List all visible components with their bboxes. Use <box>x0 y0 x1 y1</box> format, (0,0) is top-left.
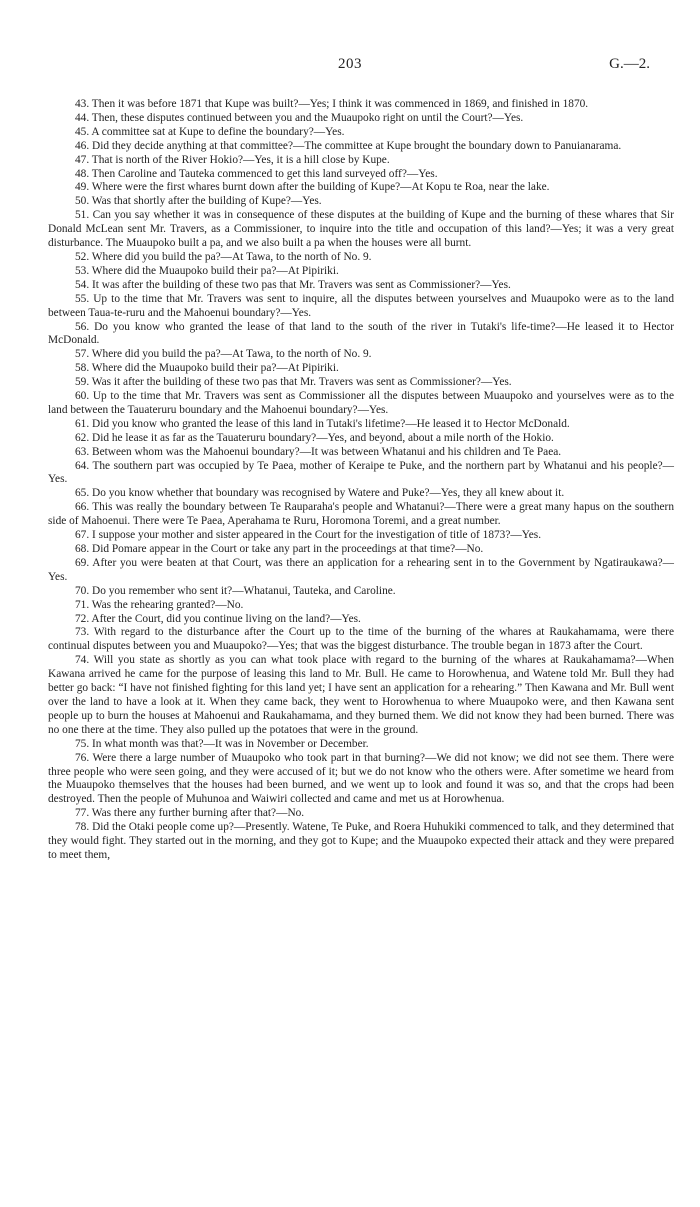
testimony-paragraph: 74. Will you state as shortly as you can what took place with regard to the burning of the whares at Raukahamama?—When Kawana arrived he came for the purpose of leasing this land to Mr. Bull. He came to Horowhenua, and Watene told Mr. Bull they had better go back: “I have not finished fighting for this land yet; I have sent an application for a rehearing.” Then Kawana and Mr. Bull went over the land to have a look at it. When they came back, they went to Horowhenua to where Muaupoko were, and then Kawana sent people up to burn the houses at Mahoenui and Raukahamama, and they burned them. We did not know they had been burned. There was no one there at the time. They also pulled up the potatoes that were in the ground. <box>48 654 674 736</box>
testimony-paragraph: 61. Did you know who granted the lease of this land in Tutaki's lifetime?—He leased it to Hector McDonald. <box>75 417 570 430</box>
testimony-paragraph: 73. With regard to the disturbance after the Court up to the time of the burning of the whares at Raukahamama, were there continual disputes between you and Muaupoko?—Yes; that was the biggest disturbance. The trouble began in 1873 after the Court. <box>48 626 674 653</box>
testimony-paragraph: 51. Can you say whether it was in consequence of these disputes at the building of Kupe and the burning of these whares that Sir Donald McLean sent Mr. Travers, as a Commissioner, to inquire into the title and occupation of this land?—Yes; it was a very great disturbance. The Muaupoko built a pa, and we also built a pa when the houses were all burnt. <box>48 209 674 250</box>
testimony-paragraph: 63. Between whom was the Mahoenui boundary?—It was between Whatanui and his children and Te Paea. <box>75 445 562 458</box>
testimony-paragraph: 43. Then it was before 1871 that Kupe was built?—Yes; I think it was commenced in 1869, and finished in 1870. <box>75 98 589 110</box>
testimony-paragraph: 65. Do you know whether that boundary was recognised by Watere and Puke?—Yes, they all knew about it. <box>75 487 565 500</box>
testimony-paragraph: 66. This was really the boundary between Te Rauparaha's people and Whatanui?—There were a great many hapus on the southern side of Mahoenui. There were Te Paea, Aperahama te Ruru, Horomona Toremi, and a great number. <box>48 501 674 528</box>
testimony-paragraph: 62. Did he lease it as far as the Tauateruru boundary?—Yes, and beyond, about a mile north of the Hokio. <box>75 431 554 444</box>
testimony-paragraph: 53. Where did the Muaupoko build their pa?—At Pipiriki. <box>75 264 339 277</box>
testimony-paragraph: 59. Was it after the building of these two pas that Mr. Travers was sent as Commissioner?—Yes. <box>75 376 512 389</box>
testimony-paragraph: 69. After you were beaten at that Court, was there an application for a rehearing sent in to the Government by Ngatiraukawa?—Yes. <box>48 556 674 583</box>
testimony-paragraph: 50. Was that shortly after the building of Kupe?—Yes. <box>75 195 322 208</box>
page-number: 203 <box>338 56 362 72</box>
testimony-paragraph: 46. Did they decide anything at that committee?—The committee at Kupe brought the boundary down to Panuianarama. <box>75 139 622 152</box>
testimony-paragraph: 67. I suppose your mother and sister appeared in the Court for the investigation of title of 1873?—Yes. <box>75 529 542 542</box>
testimony-paragraph: 64. The southern part was occupied by Te Paea, mother of Keraipe te Puke, and the northern part by Whatanui and his people?—Yes. <box>48 459 674 486</box>
testimony-paragraph: 52. Where did you build the pa?—At Tawa, to the north of No. 9. <box>75 250 372 263</box>
testimony-paragraph: 72. After the Court, did you continue living on the land?—Yes. <box>75 612 361 625</box>
testimony-paragraph: 71. Was the rehearing granted?—No. <box>75 598 244 611</box>
testimony-paragraph: 44. Then, these disputes continued between you and the Muaupoko right on until the Court?—Yes. <box>75 111 524 124</box>
testimony-paragraph: 55. Up to the time that Mr. Travers was sent to inquire, all the disputes between yourselves and Muaupoko were as to the land between Taua-te-ruru and the Mahoenui boundary?—Yes. <box>48 292 674 319</box>
testimony-paragraph: 56. Do you know who granted the lease of that land to the south of the river in Tutaki's life-time?—He leased it to Hector McDonald. <box>48 320 674 347</box>
testimony-paragraph: 68. Did Pomare appear in the Court or take any part in the proceedings at that time?—No. <box>75 543 484 555</box>
testimony-paragraph: 47. That is north of the River Hokio?—Yes, it is a hill close by Kupe. <box>75 153 390 166</box>
testimony-paragraph: 75. In what month was that?—It was in November or December. <box>75 737 369 750</box>
testimony-paragraph: 45. A committee sat at Kupe to define the boundary?—Yes. <box>75 125 345 138</box>
document-code: G.—2. <box>609 56 650 72</box>
testimony-paragraph: 58. Where did the Muaupoko build their pa?—At Pipiriki. <box>75 362 339 375</box>
testimony-paragraph: 60. Up to the time that Mr. Travers was sent as Commissioner all the disputes between Muaupoko and yourselves were as to the land between the Tauateruru boundary and the Mahoenui boundary?—Yes. <box>48 390 674 416</box>
testimony-paragraph: 77. Was there any further burning after that?—No. <box>75 807 305 820</box>
testimony-paragraph: 49. Where were the first whares burnt down after the building of Kupe?—At Kopu te Roa, near the lake. <box>75 181 550 194</box>
page-header <box>0 56 700 76</box>
testimony-paragraph: 54. It was after the building of these two pas that Mr. Travers was sent as Commissioner?—Yes. <box>75 278 511 291</box>
testimony-paragraph: 76. Were there a large number of Muaupoko who took part in that burning?—We did not know; we did not see them. There were three people who were seen going, and they were accused of it; but we do not know who the others were. After sometime we heard from the Muaupoko themselves that the houses had been burned, and we went up to look and found it was so, and that the crops had been destroyed. Then the people of Muhunoa and Waiwiri collected and came and met us at Horowhenua. <box>48 751 674 806</box>
testimony-paragraph: 57. Where did you build the pa?—At Tawa, to the north of No. 9. <box>75 348 372 361</box>
testimony-paragraph: 48. Then Caroline and Tauteka commenced to get this land surveyed off?—Yes. <box>75 167 438 180</box>
testimony-paragraph: 70. Do you remember who sent it?—Whatanui, Tauteka, and Caroline. <box>75 584 396 597</box>
testimony-body <box>48 98 674 863</box>
testimony-paragraph: 78. Did the Otaki people come up?—Presently. Watene, Te Puke, and Roera Huhukiki commenced to talk, and they determined that they would fight. They started out in the morning, and they got to Kupe; and the Muaupoko expected their attack and they were prepared to meet them, <box>48 821 674 861</box>
